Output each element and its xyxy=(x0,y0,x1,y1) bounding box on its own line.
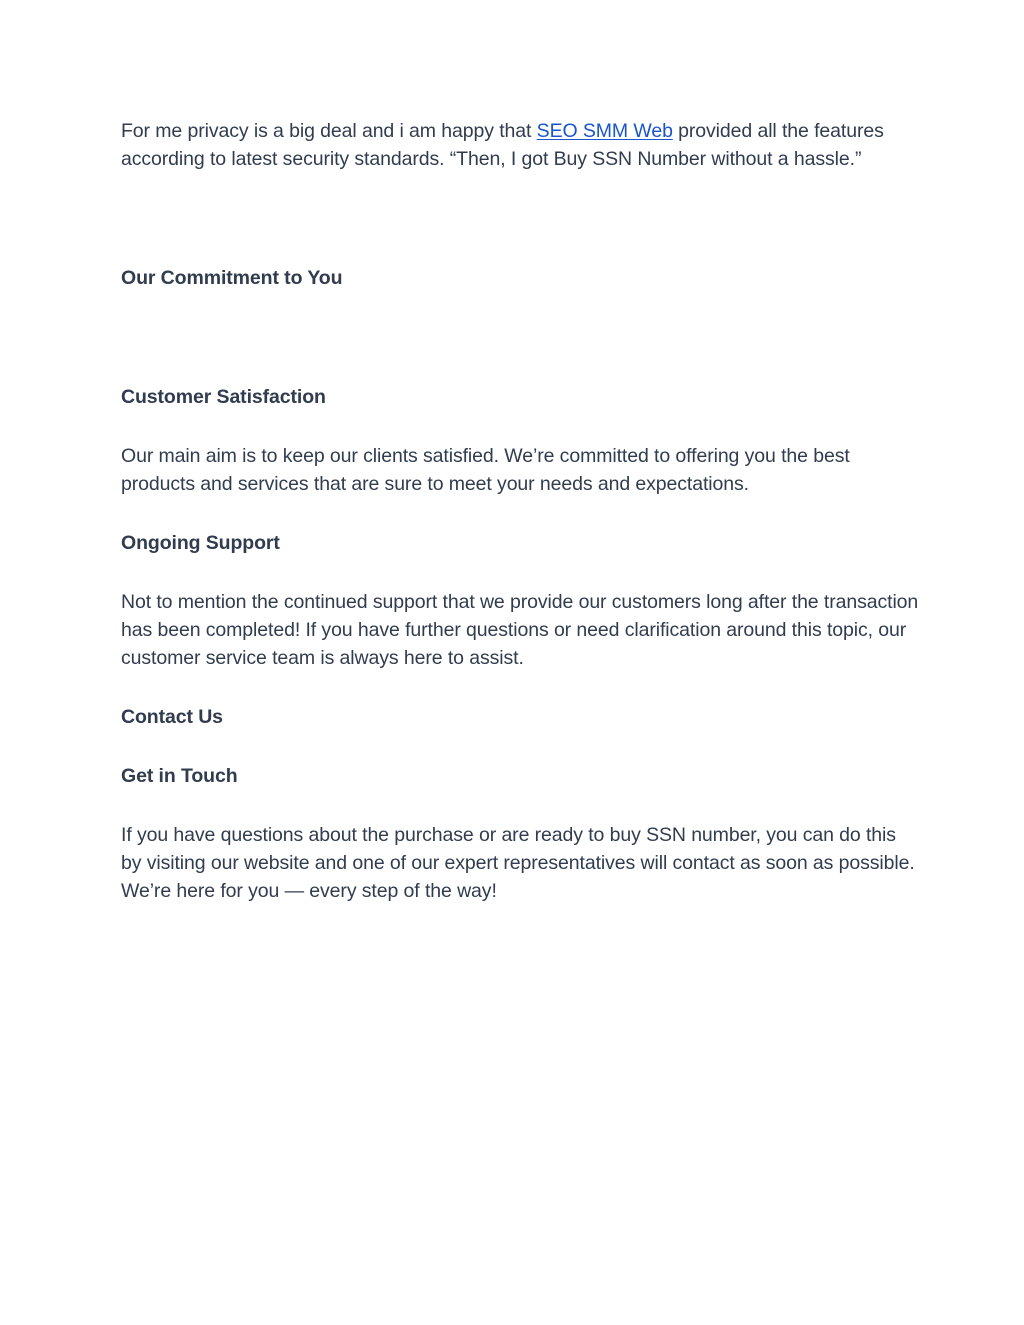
intro-paragraph xyxy=(121,117,921,173)
support-paragraph: Not to mention the continued support that we provide our customers long after the transaction has been completed! If you have further questions or need clarification around this topic, our customer service team is always here to assist. xyxy=(121,591,919,669)
satisfaction-paragraph: Our main aim is to keep our clients satisfied. We’re committed to offering you the best products and services that are sure to meet your needs and expectations. xyxy=(121,445,850,495)
satisfaction-heading: Customer Satisfaction xyxy=(121,386,326,408)
get-in-touch-heading: Get in Touch xyxy=(121,765,238,787)
intro-text-after-link: provided all the features according to latest security standards. “Then, I got Buy SSN Number without a hassle.” xyxy=(121,120,884,170)
intro-text-before-link: For me privacy is a big deal and i am happy that xyxy=(121,120,537,142)
contact-heading: Contact Us xyxy=(121,706,223,728)
seo-smm-web-link[interactable]: SEO SMM Web xyxy=(536,120,673,142)
support-heading: Ongoing Support xyxy=(121,532,280,554)
document-page xyxy=(121,117,921,905)
get-in-touch-paragraph: If you have questions about the purchase or are ready to buy SSN number, you can do this by visiting our website and one of our expert representatives will contact as soon as possible. We’re here for you — every step of the way! xyxy=(121,824,915,902)
commitment-heading: Our Commitment to You xyxy=(121,267,343,289)
